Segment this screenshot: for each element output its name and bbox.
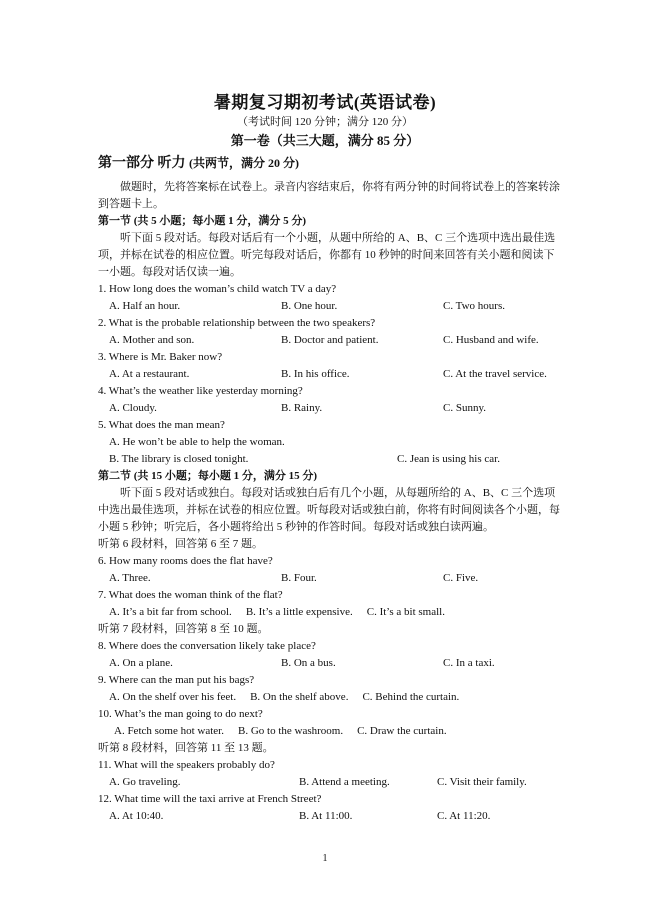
option-b[interactable]: B. At 11:00. xyxy=(299,810,353,822)
question-7-options xyxy=(98,604,560,621)
option-b[interactable]: B. Four. xyxy=(281,572,317,584)
option-a[interactable]: A. Half an hour. xyxy=(109,300,181,312)
option-a[interactable]: A. Mother and son. xyxy=(109,334,195,346)
option-b[interactable]: B. In his office. xyxy=(281,368,350,380)
question-4-options xyxy=(98,400,560,417)
option-c[interactable]: C. Two hours. xyxy=(443,300,505,312)
question-2: 2. What is the probable relationship between the two speakers? xyxy=(98,317,376,329)
option-a[interactable]: A. Cloudy. xyxy=(109,402,157,414)
material-6-note: 听第 6 段材料，回答第 6 至 7 题。 xyxy=(98,538,263,550)
part1-note: (共两节，满分 20 分) xyxy=(189,156,299,170)
part1-heading xyxy=(98,152,560,175)
option-b[interactable]: B. Doctor and patient. xyxy=(281,334,379,346)
section2-instructions: 听下面 5 段对话或独白。每段对话或独白后有几个小题，从每题所给的 A、B、C 三个选项中选出最佳选项，并标在试卷的相应位置。听每段对话或独白前，你将有时间阅读各个小题，每小题 5 秒钟；听完后，各小题将给出 5 秒钟的作答时间。每段对话或独白读两遍。 xyxy=(98,487,560,533)
option-a[interactable]: A. At a restaurant. xyxy=(109,368,190,380)
exam-subtitle: （考试时间 120 分钟；满分 120 分） xyxy=(237,116,413,128)
question-5: 5. What does the man mean? xyxy=(98,419,225,431)
option-c[interactable]: C. It’s a bit small. xyxy=(366,606,445,618)
question-3: 3. Where is Mr. Baker now? xyxy=(98,351,223,363)
option-a[interactable]: A. Fetch some hot water. xyxy=(114,725,224,737)
question-1-options xyxy=(98,298,560,315)
question-11: 11. What will the speakers probably do? xyxy=(98,759,275,771)
question-6: 6. How many rooms does the flat have? xyxy=(98,555,273,567)
option-b[interactable]: B. It’s a little expensive. xyxy=(245,606,353,618)
question-7: 7. What does the woman think of the flat? xyxy=(98,589,283,601)
option-a[interactable]: A. On the shelf over his feet. xyxy=(109,691,237,703)
option-c[interactable]: C. Five. xyxy=(443,572,479,584)
option-a[interactable]: A. Three. xyxy=(109,572,151,584)
question-1: 1. How long does the woman’s child watch TV a day? xyxy=(98,283,337,295)
question-10: 10. What’s the man going to do next? xyxy=(98,708,263,720)
option-a[interactable]: A. At 10:40. xyxy=(109,810,164,822)
question-4: 4. What’s the weather like yesterday morning? xyxy=(98,385,303,397)
option-b[interactable]: B. One hour. xyxy=(281,300,338,312)
volume-heading: 第一卷（共三大题，满分 85 分） xyxy=(230,133,420,148)
question-9: 9. Where can the man put his bags? xyxy=(98,674,255,686)
section2-heading: 第二节 (共 15 小题；每小题 1 分，满分 15 分) xyxy=(98,470,318,482)
section1-instructions: 听下面 5 段对话。每段对话后有一个小题，从题中所给的 A、B、C 三个选项中选出最佳选项，并标在试卷的相应位置。听完每段对话后，你都有 10 秒钟的时间来回答有关小题和阅读下一小题。每段对话仅读一遍。 xyxy=(98,232,556,278)
option-c[interactable]: C. Visit their family. xyxy=(437,776,527,788)
exam-title: 暑期复习期初考试(英语试卷) xyxy=(213,93,437,112)
question-5-option-a-row xyxy=(98,434,560,451)
option-b[interactable]: B. Go to the washroom. xyxy=(237,725,344,737)
option-c[interactable]: C. Draw the curtain. xyxy=(357,725,447,737)
option-c[interactable]: C. Sunny. xyxy=(443,402,486,414)
question-5-option-bc-row xyxy=(98,451,560,468)
page-number: 1 xyxy=(322,853,328,864)
section1-heading: 第一节 (共 5 小题；每小题 1 分，满分 5 分) xyxy=(98,215,307,227)
option-c[interactable]: C. At 11:20. xyxy=(437,810,491,822)
question-12-options xyxy=(98,808,560,825)
question-9-options xyxy=(98,689,560,706)
option-a[interactable]: A. On a plane. xyxy=(109,657,173,669)
question-8-options xyxy=(98,655,560,672)
option-b[interactable]: B. The library is closed tonight. xyxy=(109,453,249,465)
option-b[interactable]: B. Attend a meeting. xyxy=(299,776,390,788)
option-c[interactable]: C. Jean is using his car. xyxy=(397,453,500,465)
question-12: 12. What time will the taxi arrive at French Street? xyxy=(98,793,322,805)
question-3-options xyxy=(98,366,560,383)
question-8: 8. Where does the conversation likely take place? xyxy=(98,640,316,652)
option-c[interactable]: C. Behind the curtain. xyxy=(362,691,460,703)
option-b[interactable]: B. Rainy. xyxy=(281,402,323,414)
general-instructions: 做题时，先将答案标在试卷上。录音内容结束后，你将有两分钟的时间将试卷上的答案转涂到答题卡上。 xyxy=(98,181,560,210)
option-b[interactable]: B. On a bus. xyxy=(281,657,336,669)
option-c[interactable]: C. At the travel service. xyxy=(443,368,547,380)
option-b[interactable]: B. On the shelf above. xyxy=(250,691,349,703)
option-a[interactable]: A. It’s a bit far from school. xyxy=(109,606,232,618)
option-c[interactable]: C. Husband and wife. xyxy=(443,334,539,346)
question-2-options xyxy=(98,332,560,349)
option-c[interactable]: C. In a taxi. xyxy=(443,657,495,669)
question-11-options xyxy=(98,774,560,791)
option-a[interactable]: A. Go traveling. xyxy=(109,776,181,788)
question-10-options xyxy=(98,723,560,740)
exam-content xyxy=(98,152,560,825)
material-8-note: 听第 8 段材料，回答第 11 至 13 题。 xyxy=(98,742,274,754)
part1-title: 第一部分 听力 xyxy=(98,156,186,171)
option-a[interactable]: A. He won’t be able to help the woman. xyxy=(109,436,285,448)
question-6-options xyxy=(98,570,560,587)
material-7-note: 听第 7 段材料，回答第 8 至 10 题。 xyxy=(98,623,269,635)
